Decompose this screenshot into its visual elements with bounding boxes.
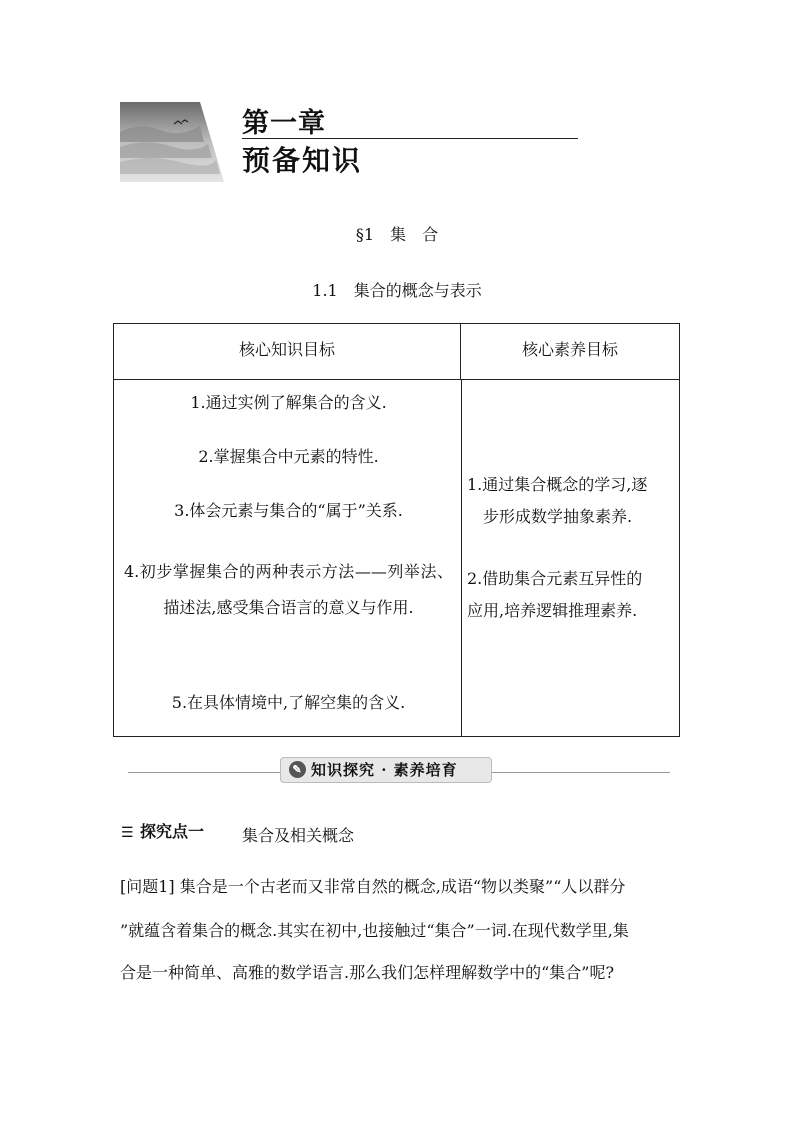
- section-band: [280, 757, 492, 783]
- knowledge-item: 3.体会元素与集合的“属于”关系.: [174, 501, 403, 520]
- table-header-literacy: 核心素养目标: [461, 324, 679, 380]
- table-header-knowledge: 核心知识目标: [114, 324, 461, 380]
- knowledge-item: 5.在具体情境中,了解空集的含义.: [171, 693, 406, 712]
- table-column-divider: [461, 380, 462, 736]
- magnifier-icon: ☰: [121, 825, 134, 841]
- chapter-subtitle: 预备知识: [242, 144, 363, 177]
- chapter-landscape-image: [120, 102, 224, 182]
- literacy-item-line: 应用,培养逻辑推理素养.: [467, 601, 638, 620]
- question-line: ”就蕴含着集合的概念.其实在初中,也接触过“集合”一词.在现代数学里,集: [120, 921, 629, 940]
- section-title: §1 集 合: [355, 225, 439, 244]
- explore-point-title: 集合及相关概念: [242, 826, 355, 845]
- section-band-label: 知识探究 · 素养培育: [311, 761, 458, 779]
- chapter-rule: [242, 138, 578, 139]
- subsection-title: 1.1 集合的概念与表示: [312, 281, 482, 300]
- explore-point-tag: 探究点一: [140, 822, 205, 841]
- question-line: 合是一种简单、高雅的数学语言.那么我们怎样理解数学中的“集合”呢?: [120, 963, 615, 982]
- knowledge-item: 2.掌握集合中元素的特性.: [198, 447, 379, 466]
- pencil-icon: ✎: [289, 761, 306, 778]
- objectives-table: [113, 323, 680, 737]
- literacy-item-line: 步形成数学抽象素养.: [483, 507, 633, 526]
- literacy-item-line: 1.通过集合概念的学习,逐: [467, 475, 648, 494]
- knowledge-item: 1.通过实例了解集合的含义.: [190, 393, 387, 412]
- chapter-title: 第一章: [242, 108, 326, 139]
- literacy-item-line: 2.借助集合元素互异性的: [467, 569, 643, 588]
- knowledge-item: 4.初步掌握集合的两种表示方法——列举法、描述法,感受集合语言的意义与作用.: [124, 562, 453, 617]
- question-line: [问题1] 集合是一个古老而又非常自然的概念,成语“物以类聚”“人以群分: [120, 877, 626, 896]
